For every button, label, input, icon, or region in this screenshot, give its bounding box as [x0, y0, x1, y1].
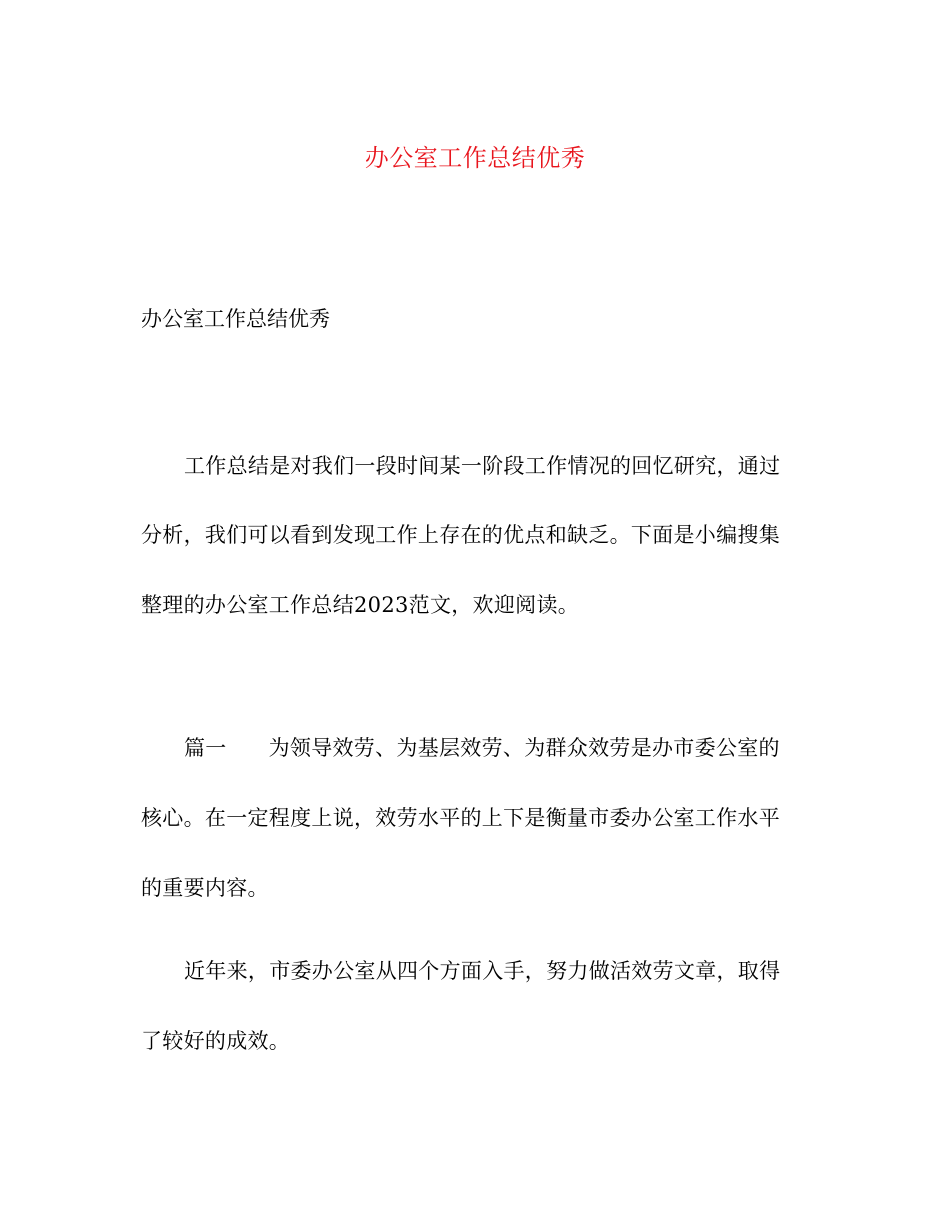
paragraph-three-line: 了较好的成效。	[141, 1029, 291, 1053]
intro-line: 分析，我们可以看到发现工作上存在的优点和缺乏。下面是小编搜集	[141, 523, 780, 547]
section-one-line: 为领导效劳、为基层效劳、为群众效劳是办市委公室的	[268, 736, 780, 760]
document-subtitle: 办公室工作总结优秀	[141, 307, 330, 331]
section-one-line: 的重要内容。	[141, 876, 269, 900]
document-title: 办公室工作总结优秀	[364, 144, 586, 172]
paragraph-three-line: 近年来，市委办公室从四个方面入手，努力做活效劳文章，取得	[184, 959, 781, 983]
section-one-line: 核心。在一定程度上说，效劳水平的上下是衡量市委办公室工作水平	[141, 806, 780, 830]
section-one-label: 篇一	[184, 736, 227, 760]
section-one-first-line	[184, 732, 844, 764]
intro-line: 整理的办公室工作总结2023范文，欢迎阅读。	[141, 593, 580, 617]
intro-line: 工作总结是对我们一段时间某一阶段工作情况的回忆研究，通过	[184, 454, 781, 478]
